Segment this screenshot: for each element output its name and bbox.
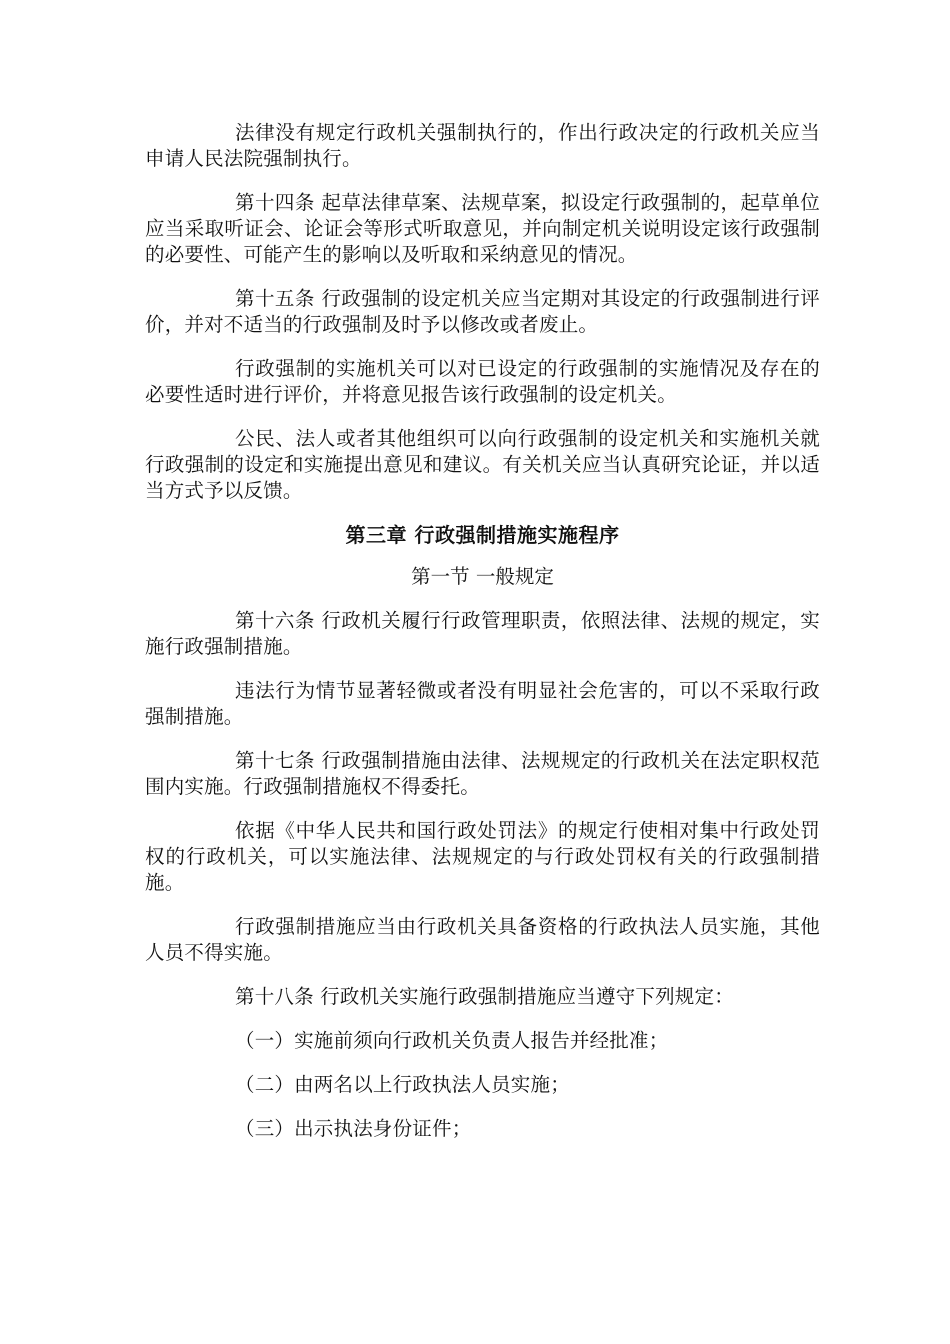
paragraph: 公民、法人或者其他组织可以向行政强制的设定机关和实施机关就行政强制的设定和实施提出意见和建议。有关机关应当认真研究论证，并以适当方式予以反馈。 (145, 427, 820, 502)
paragraph: 法律没有规定行政机关强制执行的，作出行政决定的行政机关应当申请人民法院强制执行。 (145, 121, 820, 170)
paragraph: 行政强制措施应当由行政机关具备资格的行政执法人员实施，其他人员不得实施。 (145, 915, 820, 964)
paragraph: 依据《中华人民共和国行政处罚法》的规定行使相对集中行政处罚权的行政机关，可以实施法律、法规规定的与行政处罚权有关的行政强制措施。 (145, 819, 820, 894)
list-item: （一）实施前须向行政机关负责人报告并经批准； (235, 1029, 669, 1052)
paragraph: 第十四条 起草法律草案、法规草案，拟设定行政强制的，起草单位应当采取听证会、论证会等形式听取意见，并向制定机关说明设定该行政强制的必要性、可能产生的影响以及听取和采纳意见的情况。 (145, 191, 820, 266)
paragraph: 第十五条 行政强制的设定机关应当定期对其设定的行政强制进行评价，并对不适当的行政强制及时予以修改或者废止。 (145, 287, 820, 336)
chapter-title: 第三章 行政强制措施实施程序 (345, 523, 620, 547)
list-item: （三）出示执法身份证件； (235, 1117, 472, 1140)
document-page (145, 120, 820, 1160)
list-item: （二）由两名以上行政执法人员实施； (235, 1073, 570, 1096)
paragraph: 行政强制的实施机关可以对已设定的行政强制的实施情况及存在的必要性适时进行评价，并将意见报告该行政强制的设定机关。 (145, 357, 820, 406)
paragraph: 第十六条 行政机关履行行政管理职责，依照法律、法规的规定，实施行政强制措施。 (145, 609, 820, 658)
paragraph: 第十七条 行政强制措施由法律、法规规定的行政机关在法定职权范围内实施。行政强制措施权不得委托。 (145, 749, 820, 798)
section-title: 第一节 一般规定 (411, 565, 554, 588)
paragraph: 第十八条 行政机关实施行政强制措施应当遵守下列规定： (235, 985, 734, 1008)
paragraph: 违法行为情节显著轻微或者没有明显社会危害的，可以不采取行政强制措施。 (145, 679, 820, 728)
